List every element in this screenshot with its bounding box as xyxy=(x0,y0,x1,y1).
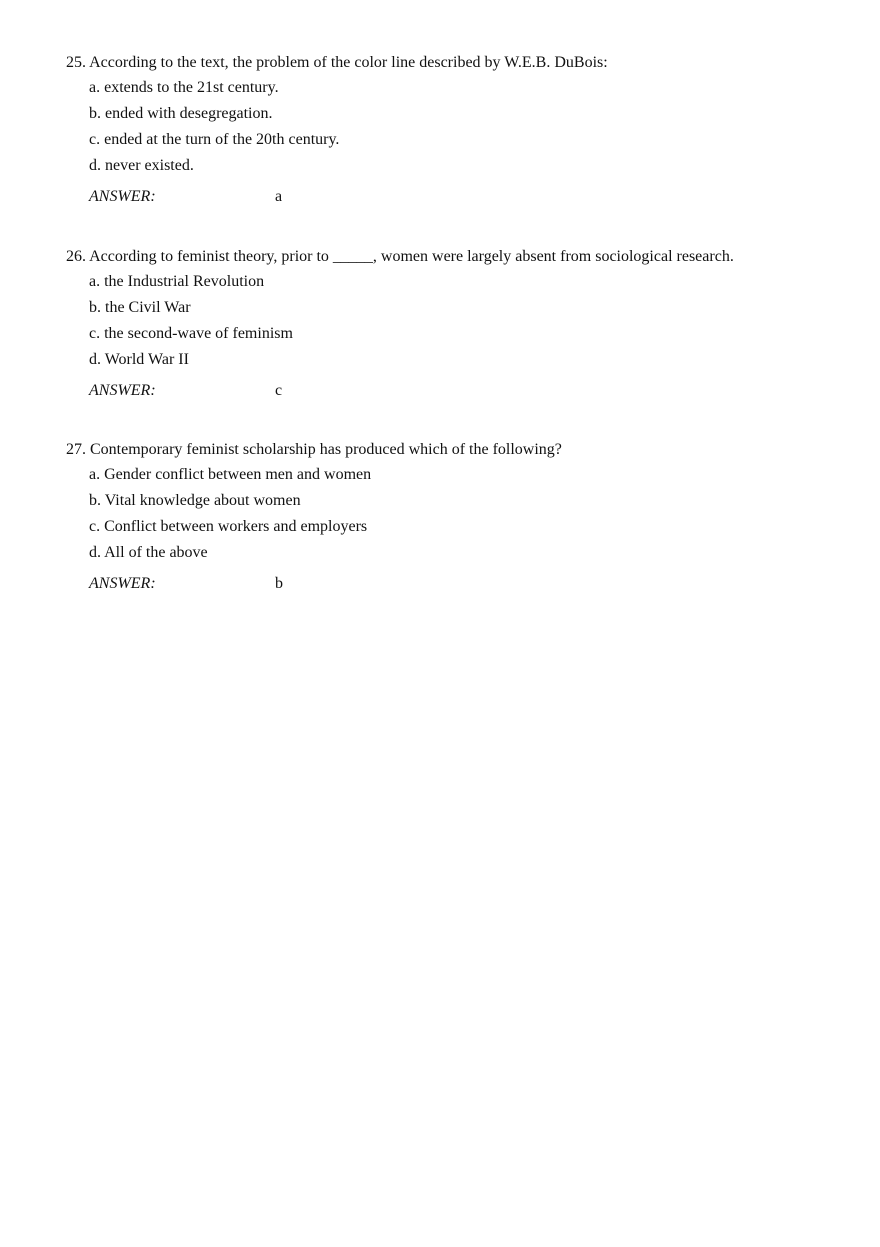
question-27 xyxy=(66,440,846,594)
answer-value: b xyxy=(275,575,283,592)
option-c: c. the second-wave of feminism xyxy=(89,325,293,342)
question-stem: 26. According to feminist theory, prior to _____, women were largely absent from sociological research. xyxy=(66,248,734,265)
question-stem: 27. Contemporary feminist scholarship has produced which of the following? xyxy=(66,441,562,458)
answer-value: a xyxy=(275,188,283,205)
option-b: b. Vital knowledge about women xyxy=(89,492,301,509)
answer-label: ANSWER: xyxy=(89,382,156,399)
answer-value: c xyxy=(275,382,283,399)
option-a: a. Gender conflict between men and women xyxy=(89,466,372,483)
option-b: b. the Civil War xyxy=(89,299,191,316)
answer-row xyxy=(66,381,846,401)
answer-label: ANSWER: xyxy=(89,188,156,205)
answer-row xyxy=(66,187,846,207)
option-d: d. World War II xyxy=(89,351,189,368)
option-list xyxy=(66,267,846,371)
option-d: d. All of the above xyxy=(89,544,208,561)
option-c: c. Conflict between workers and employers xyxy=(89,518,368,535)
option-c: c. ended at the turn of the 20th century. xyxy=(89,131,340,148)
option-a: a. the Industrial Revolution xyxy=(89,273,265,290)
question-25 xyxy=(66,53,846,207)
option-b: b. ended with desegregation. xyxy=(89,105,273,122)
question-26 xyxy=(66,247,846,401)
answer-label: ANSWER: xyxy=(89,575,156,592)
option-a: a. extends to the 21st century. xyxy=(89,79,279,96)
question-stem: 25. According to the text, the problem of the color line described by W.E.B. DuBois: xyxy=(66,54,608,71)
option-list xyxy=(66,73,846,177)
answer-row xyxy=(66,574,846,594)
option-list xyxy=(66,460,846,564)
option-d: d. never existed. xyxy=(89,157,194,174)
